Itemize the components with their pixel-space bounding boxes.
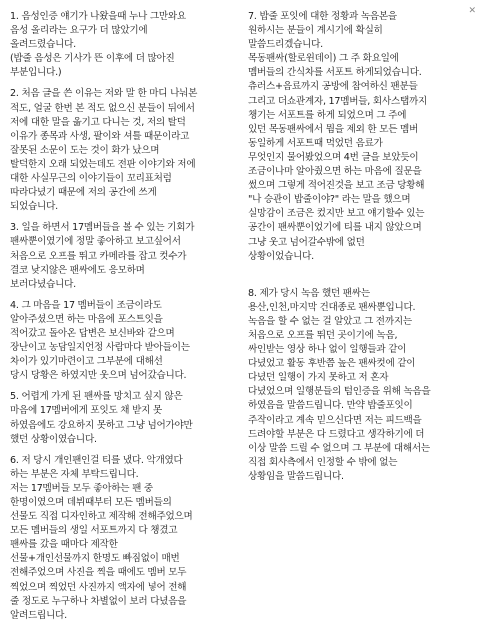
text-line: 5. 어렵게 가게 된 팬싸를 망치고 싶지 않은 [10, 391, 183, 403]
text-line: 드려야할 부분은 다 드렸다고 생각하기에 더 [248, 428, 425, 440]
numbered-paragraph [248, 287, 474, 484]
numbered-paragraph [10, 221, 232, 291]
text-line: 실망감이 조금은 컸지만 보고 얘기할수 있는 [248, 208, 425, 220]
text-line: 츄러스+음료까지 공방에 참여하신 팬분들 [248, 81, 418, 93]
text-line: 이상 말씀 드릴 수 없으며 그 부분에 대해서는 [248, 442, 430, 454]
text-line: "나 승관이 밥줄이야?" 라는 말을 했으며 [248, 194, 411, 206]
text-line: (밥줄 음성은 기사가 뜬 이후에 더 많아진 [10, 53, 175, 65]
text-line: 차이가 있기마련이고 그부분에 대해선 [10, 356, 163, 368]
text-line: 선물도 직접 디자인하고 제작해 전해주었으며 [10, 511, 193, 523]
text-line: 목동팬싸(할로윈데이) 그 주 화요일에 [248, 53, 399, 65]
numbered-paragraph [10, 390, 232, 446]
text-line: 대한 사실무근의 이야기들이 꼬리표처럼 [10, 173, 172, 185]
text-line: 4. 그 마음을 17 멤버들이 조금이라도 [10, 299, 162, 311]
text-line: 말씀드리겠습니다. [248, 39, 323, 51]
left-text-column [10, 10, 232, 630]
text-line: 따라다녔기 때문에 저의 공간에 쓰게 [10, 187, 157, 199]
text-line: 되었습니다. [10, 201, 58, 213]
numbered-paragraph [10, 87, 232, 214]
text-line: 1. 음성인증 얘기가 나왔을때 누나 그만와요 [10, 11, 186, 22]
text-line: 부분입니다.) [10, 67, 62, 79]
text-line: 무엇인지 물어봤었으며 4번 글을 보았듯이 [248, 151, 419, 163]
text-line: 올려드렸습니다. [10, 39, 76, 51]
text-line: 결코 낮지않은 팬싸에도 응모하며 [10, 264, 145, 276]
text-line: 하였음을 말씀드립니다. 만약 밥줄포잇이 [248, 400, 413, 412]
numbered-paragraph [10, 454, 232, 623]
text-line: 동일하게 서포트때 먹었던 음료가 [248, 137, 383, 149]
text-line: 잘못된 소문이 도는 것이 화가 났으며 [10, 144, 160, 156]
text-line: 전해주었으며 사진을 찍을 때에도 멤버 모두 [10, 567, 187, 579]
text-line: 공간이 팬싸뿐이었기에 티를 내지 않았으며 [248, 222, 422, 234]
text-line: 조금이나마 알아줬으면 하는 마음에 질문을 [248, 166, 422, 178]
text-line: 저에 대한 말을 옮기고 다니는 것, 저의 탈덕 [10, 116, 186, 128]
text-line: 알려드립니다. [10, 609, 67, 621]
text-line: 멤버들의 간식차를 서포트 하게되었습니다. [248, 67, 422, 79]
text-line: 하였음에도 강요하지 못하고 그냥 넘어가야만 [10, 419, 193, 431]
text-line: 당시 당황은 하였지만 웃으며 넘어갔습니다. [10, 370, 187, 382]
text-line: 줄 정도로 누구하나 차별없이 보러 다녔음을 [10, 595, 187, 607]
text-line: 있던 목동팬싸에서 뭠을 제외 한 모든 멤버 [248, 123, 419, 135]
text-line: 챙기는 서포트를 하게 되었으며 그 주에 [248, 109, 407, 121]
text-line: 마음에 17멤버에게 포잇도 채 받지 못 [10, 405, 162, 417]
text-line: 모든 멤버들의 생일 서포트까지 다 챙겼고 [10, 525, 178, 537]
numbered-paragraph [248, 10, 474, 264]
numbered-paragraph [10, 10, 232, 80]
text-line: 팬싸를 갔을 때마다 제작한 [10, 539, 118, 551]
text-line: 다녔던 일행이 가지 못하고 저 혼자 [248, 372, 389, 384]
text-line: 다녔었으며 일행분들의 텀인증을 위해 녹음을 [248, 386, 431, 398]
corner-mark-icon: ✕ [468, 6, 476, 16]
text-line: 싸인받는 영상 하나 없이 일행들과 같이 [248, 344, 407, 356]
text-line: 장난이고 농담일지언정 사람마다 받아들이는 [10, 342, 190, 354]
text-line: 상황임을 말씀드립니다. [248, 470, 344, 482]
text-line: 주작이라고 계속 믿으신다면 저는 피드백을 [248, 414, 422, 426]
text-line: 8. 제가 당시 녹음 했던 팬싸는 [248, 287, 370, 299]
text-line: 음성 올리라는 요구가 더 많았기에 [10, 25, 148, 37]
text-line: 적도, 얼굴 한번 본 적도 없으신 분들이 뒤에서 [10, 102, 195, 114]
text-line: 2. 처음 글을 쓴 이유는 저와 말 한 마디 나눠본 [10, 88, 198, 100]
text-line: 한명이였으며 데뷔때부터 모든 멤버들의 [10, 497, 172, 508]
text-line: 상황이었습니다. [248, 250, 314, 262]
text-line: 했던 상황이였습니다. [10, 433, 97, 445]
text-line: 그냥 웃고 넘어갈수밖에 없던 [248, 236, 365, 248]
numbered-paragraph [10, 299, 232, 384]
text-line: 썼으며 그렇게 적어진것을 보고 조금 당황해 [248, 180, 425, 192]
text-line: 다녔었고 활동 후반쯤 높은 팬싸컷에 같이 [248, 358, 416, 370]
text-line: 알아주셨으면 하는 마음에 포스트잇을 [10, 313, 163, 325]
text-line: 원하시는 분들이 계시기에 확실히 [248, 25, 383, 37]
text-line: 보러다녔습니다. [10, 278, 76, 290]
text-line: 처음으로 오프를 뛰던 곳이기에 녹음, [248, 329, 398, 341]
text-line: 용산,인천,마지막 건대종로 팬싸뿐입니다. [248, 301, 416, 313]
text-line: 저는 17멤버들 모두 좋아하는 팬 중 [10, 482, 153, 494]
text-line: 찍었으며 찍었던 사진까지 액자에 넣어 전해 [10, 581, 187, 593]
text-line: 적어갔고 돌아온 답변은 보신바와 같으며 [10, 327, 175, 339]
text-line: 선물+개인선물까지 한명도 빠짐없이 매번 [10, 553, 180, 565]
text-line: 처음으로 오프를 뛰고 카메라를 잡고 컷수가 [10, 250, 187, 262]
text-line: 3. 일을 하면서 17멤버들을 볼 수 있는 기회가 [10, 222, 195, 234]
text-line: 이유가 종목과 사생, 팔이와 셔틀 때문이라고 [10, 130, 190, 142]
text-line: 7. 밥줄 포잇에 대한 정황과 녹음본을 [248, 11, 397, 22]
text-line: 녹음을 할 수 없는 걸 알았고 그 전까지는 [248, 315, 412, 327]
right-text-column [248, 10, 474, 491]
text-line: 직접 회사측에서 인정할 수 밖에 없는 [248, 456, 398, 468]
text-line: 하는 부분은 자체 부탁드립니다. [10, 468, 139, 480]
text-line: 탈덕한지 오래 되었는데도 전판 이야기와 저에 [10, 158, 196, 170]
text-line: 6. 저 당시 개인팬인걸 티를 냈다. 악개였다 [10, 454, 183, 466]
text-line: 그리고 더쇼관계자, 17멤버들, 회사스탭까지 [248, 95, 428, 107]
text-line: 팬싸뿐이였기에 정말 좋아하고 보고싶어서 [10, 236, 181, 248]
